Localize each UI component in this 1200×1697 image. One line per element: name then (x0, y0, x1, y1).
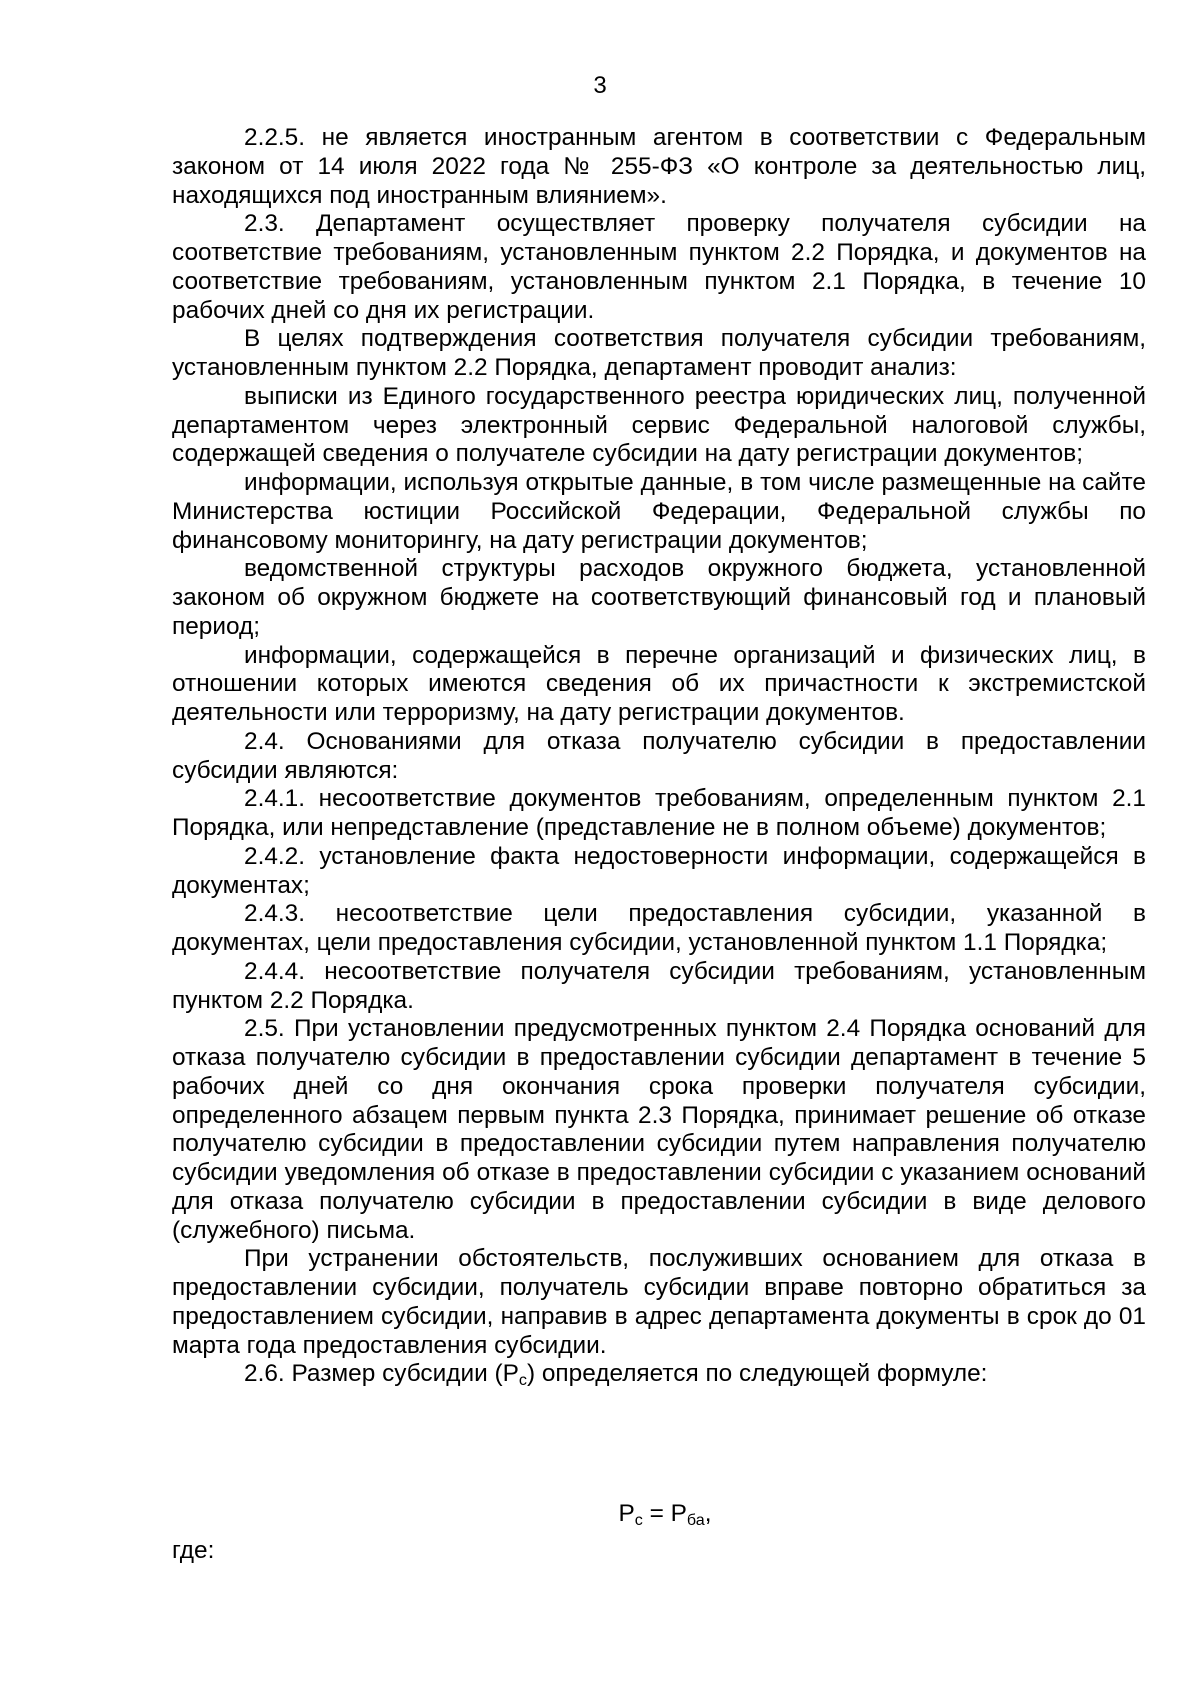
paragraph-analysis-open-data: информации, используя открытые данные, в том числе размещенные на сайте Министерства юстиции Российской Федерации, Федеральной службы по финансовому мониторингу, на дату регистрации документов; (172, 469, 1146, 554)
paragraph-2-4-1: 2.4.1. несоответствие документов требованиям, определенным пунктом 2.1 Порядка, или непредставление (представление не в полном объеме) документов; (172, 785, 1146, 841)
where-label: где: (172, 1537, 215, 1564)
paragraph-analysis-budget: ведомственной структуры расходов окружного бюджета, установленной законом об окружном бюджете на соответствующий финансовый год и плановый период; (172, 555, 1146, 640)
paragraph-2-4: 2.4. Основаниями для отказа получателю субсидии в предоставлении субсидии являются: (172, 727, 1146, 784)
formula-tail: , (704, 1500, 712, 1527)
paragraph-2-4-3: 2.4.3. несоответствие цели предоставления субсидии, указанной в документах, цели предоставления субсидии, установленной пунктом 1.1 Порядка; (172, 900, 1146, 956)
paragraph-2-6-text-before: 2.6. Размер субсидии (Р (244, 1360, 519, 1388)
document-body (172, 124, 1146, 1389)
paragraph-2-4-4: 2.4.4. несоответствие получателя субсидии требованиям, установленным пунктом 2.2 Порядка. (172, 957, 1146, 1014)
paragraph-analysis-egrul: выписки из Единого государственного реестра юридических лиц, полученной департаментом через электронный сервис Федеральной налоговой службы, содержащей сведения о получателе субсидии на дату регистрации документов; (172, 382, 1146, 468)
formula-lhs: Р (618, 1500, 635, 1527)
paragraph-2-6 (172, 1360, 1146, 1389)
paragraph-2-3: 2.3. Департамент осуществляет проверку получателя субсидии на соответствие требованиям, установленным пунктом 2.2 Порядка, и документов на соответствие требованиям, установленным пунктом 2.1 Порядка, в течение 10 рабочих дней со дня их регистрации. (172, 210, 1146, 324)
paragraph-analysis-extremism-list: информации, содержащейся в перечне организаций и физических лиц, в отношении которых имеются сведения об их причастности к экстремистской деятельности или терроризму, на дату регистрации документов. (172, 641, 1146, 726)
paragraph-2-6-text-after: ) определяется по следующей формуле: (526, 1360, 988, 1388)
paragraph-2-2-5: 2.2.5. не является иностранным агентом в соответствии с Федеральным законом от 14 июля 2022 года № 255-ФЗ «О контроле за деятельностью лиц, находящихся под иностранным влиянием». (172, 124, 1146, 209)
paragraph-analysis-intro: В целях подтверждения соответствия получателя субсидии требованиям, установленным пунктом 2.2 Порядка, департамент проводит анализ: (172, 325, 1146, 381)
formula-rhs-subscript: ба (686, 1511, 705, 1530)
paragraph-2-5: 2.5. При установлении предусмотренных пунктом 2.4 Порядка оснований для отказа получателю субсидии в предоставлении субсидии департамент в течение 5 рабочих дней со дня окончания срока проверки получателя субсидии, определенного абзацем первым пункта 2.3 Порядка, принимает решение об отказе получателю субсидии в предоставлении субсидии путем направления получателю субсидии уведомления об отказе в предоставлении субсидии с указанием оснований для отказа получателю субсидии в предоставлении субсидии в виде делового (служебного) письма. (172, 1015, 1146, 1244)
formula-rhs: Р (670, 1500, 687, 1527)
formula-operator: = (642, 1500, 671, 1527)
paragraph-reapplication: При устранении обстоятельств, послуживших основанием для отказа в предоставлении субсидии, получатель субсидии вправе повторно обратиться за предоставлением субсидии, направив в адрес департамента документы в срок до 01 марта года предоставления субсидии. (172, 1245, 1146, 1359)
paragraph-2-4-2: 2.4.2. установление факта недостоверности информации, содержащейся в документах; (172, 842, 1146, 899)
paragraph-2-6-subscript: с (518, 1371, 527, 1390)
formula-lhs-subscript: с (634, 1511, 643, 1530)
subsidy-formula (0, 1500, 1200, 1528)
page-number: 3 (593, 72, 607, 99)
